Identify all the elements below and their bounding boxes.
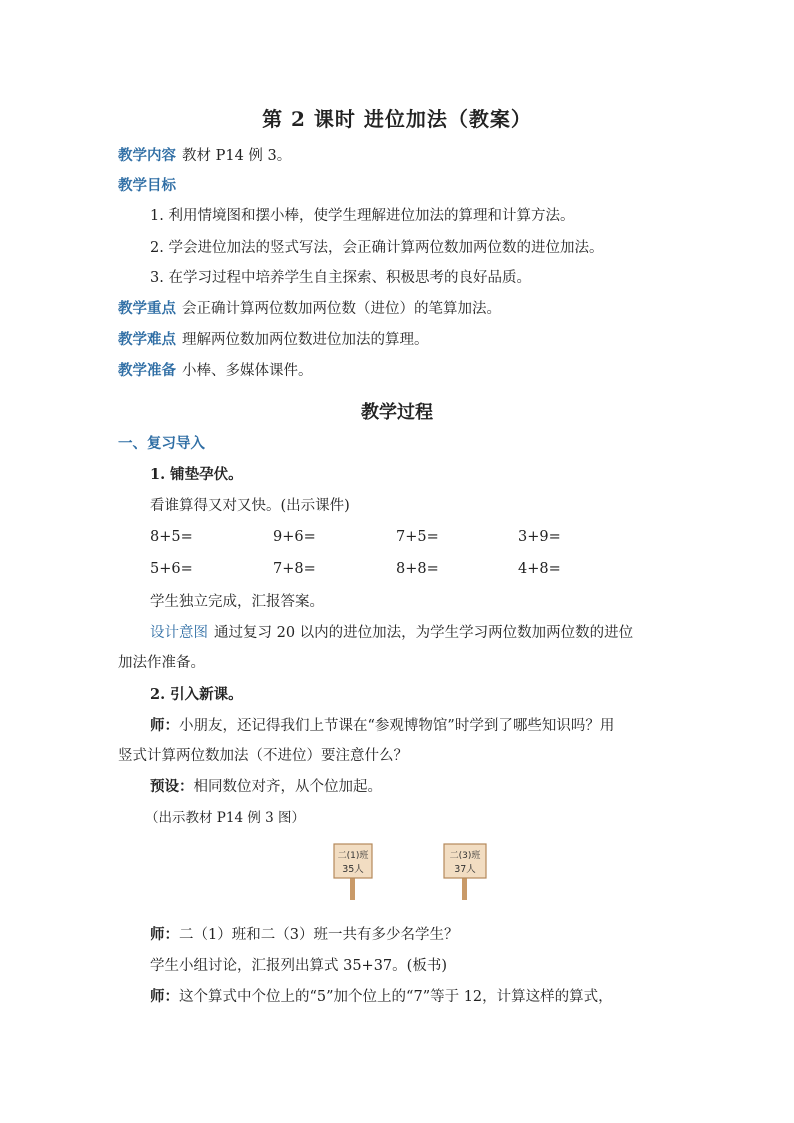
preset-text: 相同数位对齐，从个位加起。: [193, 779, 382, 795]
step2-heading: 2. 引入新课。: [150, 686, 243, 703]
teacher-line-1: [150, 716, 614, 736]
class-signs-illustration: [325, 842, 505, 902]
sign2-class: 二(3)班: [449, 851, 481, 861]
prep-label: 教学准备: [118, 363, 176, 379]
goal-item-2: 2. 学会进位加法的竖式写法，会正确计算两位数加两位数的进位加法。: [150, 240, 604, 256]
goals-label: 教学目标: [118, 178, 176, 194]
teacher-question: 二（1）班和二（3）班一共有多少名学生？: [179, 927, 459, 943]
intent-line-2: 加法作准备。: [118, 655, 205, 671]
page-title: 第 2 课时 进位加法（教案）: [262, 107, 532, 131]
discuss-line: 学生小组讨论，汇报列出算式 35+37。(板书): [150, 958, 447, 974]
teacher-label: 师：: [150, 926, 179, 943]
difficulty-text: 理解两位数加两位数进位加法的算理。: [182, 332, 429, 348]
section1-heading: 一、复习导入: [118, 436, 205, 452]
step1-heading: 1. 铺垫孕伏。: [150, 466, 243, 483]
teacher-text-1: 小朋友，还记得我们上节课在“参观博物馆”时学到了哪些知识吗？用: [179, 718, 615, 734]
goal-item-1: 1. 利用情境图和摆小棒，使学生理解进位加法的算理和计算方法。: [150, 208, 575, 224]
teacher-question-line: [150, 925, 458, 945]
prep-text: 小棒、多媒体课件。: [182, 363, 313, 379]
teacher-last-line: [150, 987, 613, 1007]
teacher-last-text: 这个算式中个位上的“5”加个位上的“7”等于 12，计算这样的算式，: [179, 989, 613, 1005]
content-label: 教学内容: [118, 148, 176, 164]
goal-item-3: 3. 在学习过程中培养学生自主探索、积极思考的良好品质。: [150, 270, 531, 286]
equation: 5+6=: [150, 561, 193, 577]
difficulty-line: [118, 330, 429, 350]
intent-label: 设计意图: [150, 625, 208, 641]
equation: 4+8=: [518, 561, 561, 577]
content-line: [118, 146, 291, 166]
teacher-label: 师：: [150, 717, 179, 734]
sign-post: [462, 876, 467, 900]
sign1-class: 二(1)班: [337, 851, 369, 861]
equation: 9+6=: [273, 529, 316, 545]
equation: 8+8=: [396, 561, 439, 577]
key-label: 教学重点: [118, 301, 176, 317]
show-figure-note: （出示教材 P14 例 3 图）: [145, 810, 306, 826]
sign-post: [350, 876, 355, 900]
equation: 7+5=: [396, 529, 439, 545]
teacher-label: 师：: [150, 988, 179, 1005]
key-text: 会正确计算两位数加两位数（进位）的笔算加法。: [182, 301, 501, 317]
content-text: 教材 P14 例 3。: [182, 148, 292, 164]
preset-label: 预设：: [150, 778, 194, 795]
step1-text: 看谁算得又对又快。(出示课件): [150, 498, 350, 514]
intent-text-1: 通过复习 20 以内的进位加法，为学生学习两位数加两位数的进位: [214, 625, 634, 641]
class-signs-svg: [325, 842, 505, 902]
equation: 8+5=: [150, 529, 193, 545]
equation: 3+9=: [518, 529, 561, 545]
step1-after: 学生独立完成，汇报答案。: [150, 594, 324, 610]
preset-line: [150, 777, 382, 797]
difficulty-label: 教学难点: [118, 332, 176, 348]
equation: 7+8=: [273, 561, 316, 577]
goals-heading: [118, 176, 182, 196]
teacher-line-2: 竖式计算两位数加法（不进位）要注意什么？: [118, 748, 408, 764]
intent-line-1: [150, 623, 633, 643]
sign1-count: 35人: [342, 864, 364, 875]
sign2-count: 37人: [454, 864, 476, 875]
process-title: 教学过程: [361, 402, 433, 423]
prep-line: [118, 361, 313, 381]
key-line: [118, 299, 501, 319]
